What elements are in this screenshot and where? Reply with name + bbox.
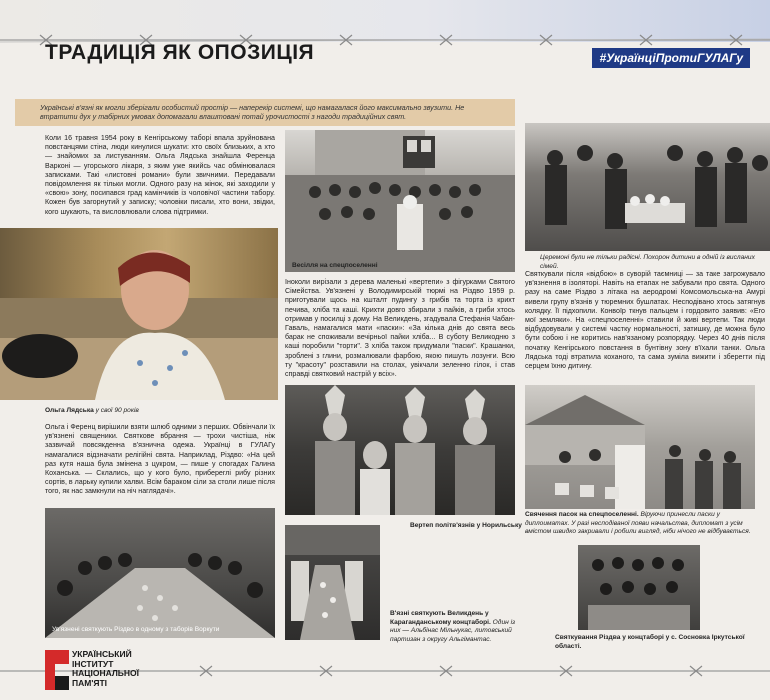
funeral-caption: Церемоні були не тільки радісні. Похорон дитини в одній із висланих сімей. (540, 254, 755, 270)
wedding-caption: Весілля на спецпоселенні (292, 262, 378, 269)
prisoners-caption: Ув'язнені святкують Різдво в одному з таборів Воркути (52, 626, 220, 633)
pasky-caption: Свячення пасок на спецпоселенні. Віруючи принесли паски у диплоиматах. У разі несподіваної появи начальства, дипломат з усім вмістом швидко закривали і робили вигляд, ніби нічого не відбувається. (525, 511, 751, 535)
hashtag-badge: #УкраїнціПротиГУЛАГу (592, 48, 750, 68)
easter-caption: В'язні святкують Великдень у Караганданському концтаборі. Один із них — Альбінас Мільнукас, литовський партизан з округу Альгімантас. (390, 610, 516, 643)
easter-karaganda-photo (285, 525, 380, 640)
vertep-caption: Вертеп політв'язнів у Норильську (410, 522, 522, 529)
prisoners-christmas-photo (45, 508, 275, 638)
olga-caption: Ольга Лядська у свої 90 років (45, 407, 139, 414)
institute-logo-icon (45, 650, 69, 690)
intro-text: Українські в'язні як могли зберігали особистий простір — наперекір системі, що намагалася його максимально звузити. Не втратити дух у табірних умовах допомагали влаштовані потай урочистості з нагоди традиційних свят. (40, 103, 465, 121)
olga-portrait-photo (0, 228, 278, 400)
story-text-holidays: Святкували після «відбою» в суворій таємниці — за таке загрожувало ув'язнення в ізоляторі. Навіть на етапах не забували про свята. Одного разу на саме Різдво з літака на аеродромі Комсомольська-на Амурі вивели групу в'язнів у тюремних бушлатах. Несподівано хтось затягнув колядку. Її підхопили. Конвоїр ткнув пальцем і гордовито заявив: «Его мої земляки». На «спецпоселенні» ставили й живі вертепи. Так люди відбудовували у системі частку нормальності, затишку, де можна було бути собою і не коритись нав'язаному розпорядку. Через 40 днів після початку Кенгірського повстання в бунтівну зону в'їхали танки. Ольга Лядська тоді втратила коханого, та сама зуміла вижити і зберегти під серцем їхню дитину. (525, 270, 765, 371)
story-text-vertep: Іноколи вирізали з дерева маленькі «вертепи» з фігурками Святого Сімейства. Ув'язнені у Володимирській тюрмі на Різдво 1959 р. приготували щось на кшталт пудингу з грибів та торта із крихт печива, хліба та каші. Крихти довго збирали з пайків, а гриби хтось отримав у посилці з дому. На Великдень, згадувала Стефанія Чабан-Гаваль, намагалися мати «паски»: «За кілька днів до свята весь барак не споживали вечірньої пайки хліба... В суботу Великодню з каші поробили "торти". З хліба також придумали "паски". Крашанки, зроблені з глини, розмалювали фарбою, якою пишуть лозунги. Всю ту "красоту" розставили на столах, увікчали зеленню гілок, і став справді святковий настрій у всіх». (285, 278, 515, 379)
story-text-marriage: Ольга і Ференц вирішили взяти шлюб одними з перших. Обвінчали їх ув'язнені священики. Святкове вбрання — трохи чистіша, ніж зазвичай повсякденна в'язнична одежа. Українці в ГУЛАГу намагалися відзначати релігійні свята. Наприклад, Різдво: «На цей раз кутя наша була змінена з цукром, — пише у спогадах Галина Коханська. — Склались, що у кого було, прибереглі рибу різних сортів, в ларьку купили халви. Всім бараком сіли за столи лише після того, як нас замкнули на ніч наглядачі». (45, 423, 275, 496)
story-text-kengir: Коли 16 травня 1954 року в Кенгірському таборі впала зруйнована повстанцями стіна, люди кинулися шукати: хто своїх близьких, а хто — знайомих за листуванням. Ольга Лядська знайшла Ференца Варконі — угорського лікаря, з яким уже якийсь час обмінювалася записками. Такі «листовні романи» були звичними. Передавали повідомлення як тільки могли. Одного разу на жінок, які заходили у «свою» зону, посипався град камінчиків із чоловічої частини табору. Кожен був загорнутий у записку; чоловіки писали, хто вони, звідки, кого шукають, та висловлювали слова підтримки. (45, 134, 275, 216)
pasky-blessing-photo (525, 385, 755, 509)
wedding-photo (285, 130, 515, 272)
funeral-photo (525, 123, 770, 251)
institute-name: УКРАЇНСЬКИЙ ІНСТИТУТ НАЦІОНАЛЬНОЇ ПАМ'ЯТІ (72, 649, 140, 688)
page-title: ТРАДИЦІЯ ЯК ОПОЗИЦІЯ (45, 41, 315, 64)
christmas-sosnovka-photo (578, 545, 700, 630)
vertep-photo (285, 385, 515, 515)
christmas-caption: Святкування Різдва у концтаборі у с. Сосновка Іркутської області. (555, 634, 745, 650)
